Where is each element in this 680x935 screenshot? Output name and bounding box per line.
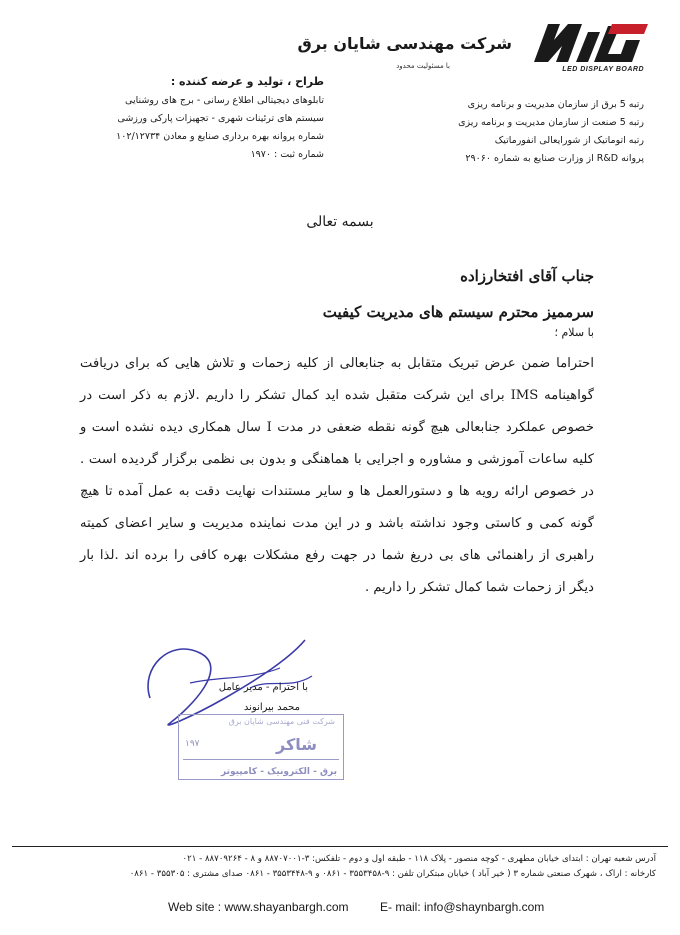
stamp-name: شاکر <box>276 735 317 754</box>
products-item: شماره پروانه بهره برداری صنایع و معادن ۱۰۲/۱۲۷۳۴ <box>116 131 324 142</box>
logo-text: LED DISPLAY BOARD <box>562 66 644 73</box>
recipient-block <box>323 258 594 330</box>
signature-title: با احترام - مدیر عامل <box>218 682 308 693</box>
email-link[interactable]: E- mail: info@shaynbargh.com <box>380 900 545 914</box>
stamp-top-text: شرکت فنی مهندسی شایان برق <box>228 717 335 726</box>
website-link[interactable]: Web site : www.shayanbargh.com <box>168 900 349 914</box>
company-subtitle: با مسئولیت محدود <box>396 62 450 70</box>
certification-item: رتبه اتوماتیک از شورایعالی انفورماتیک <box>494 135 644 146</box>
footer-address <box>16 852 656 882</box>
products-item: تابلوهای دیجیتالی اطلاع رسانی - برج های روشنایی <box>125 95 324 106</box>
recipient-title: سرممیز محترم سیستم های مدیریت کیفیت <box>322 303 594 321</box>
factory-address: کارخانه : اراک ، شهرک صنعتی شماره ۳ ( خیر آباد ) خیابان مبتکران تلفن : ۹-۳۵۵۳۴۵۸ - ۰۸۶۱ و ۹-۳۵۵۳۴۴۸ - ۰۸۶۱ صدای مشتری : ۳۵۵۳۰۵ - ۰۸۶۱ <box>129 869 656 879</box>
certification-item: رتبه 5 برق از سازمان مدیریت و برنامه ریزی <box>467 99 644 110</box>
tehran-address: آدرس شعبه تهران : ابتدای خیابان مطهری - کوچه منصور - پلاک ۱۱۸ - طبقه اول و دوم - تلفکس: ۳-۸۸۷۰۷۰۰۱ و ۸ - ۸۸۷۰۹۲۶۴ - ۰۲۱ <box>182 854 656 864</box>
footer-divider <box>12 846 668 847</box>
letter-body: احتراما ضمن عرض تبریک متقابل به جنابعالی از کلیه زحمات و تلاش هایی که برای دریافت گواهینامه IMS برای این شرکت متقبل شده اید کمال تشکر را داریم .لازم به ذکر است در خصوص عملکرد جنابعالی هیچ گونه نقطه ضعفی در مدت I سال همکاری دیده نشده است و کلیه ساعات آموزشی و مشاوره و اجرایی با هماهنگی و بدون بی نظمی برگزار گردیده است . در خصوص ارائه رویه ها و دستورالعمل ها و سایر مستندات نهایت دقت به عمل آمده تا هیچ گونه کمی و کاستی وجود نداشته باشد و در این مدت نماینده مدیریت و سایر اعضای کمیته راهبری از راهنمائی های بی دریغ شما در جهت رفع مشکلات بهره کافی را برده اند .لذا بار دیگر از زحمات شما کمال تشکر را داریم . <box>80 356 594 595</box>
products-info <box>34 72 324 164</box>
stamp-divider <box>183 759 339 760</box>
stamp-number: ۱۹۷ <box>185 739 200 749</box>
products-item: سیستم های ترئینات شهری - تجهیزات پارکی ورزشی <box>117 113 324 124</box>
products-item: شماره ثبت : ۱۹۷۰ <box>250 149 324 160</box>
certification-item: پروانه R&D از وزارت صنایع به شماره ۲۹۰۶۰ <box>465 153 644 164</box>
signatory-name: محمد بیرانوند <box>243 702 300 713</box>
products-heading: طراح ، تولید و عرضه کننده : <box>170 75 324 88</box>
company-stamp <box>178 714 344 780</box>
certification-item: رتبه 5 صنعت از سازمان مدیریت و برنامه ریزی <box>458 117 644 128</box>
salutation: بسمه تعالی <box>306 214 374 230</box>
stamp-bottom-text: برق - الکترونیک - کامپیوتر <box>220 767 337 777</box>
certifications-list <box>458 96 644 168</box>
recipient-name: جناب آقای افتخارزاده <box>460 267 594 285</box>
greeting: با سلام ؛ <box>554 326 594 339</box>
company-name: شرکت مهندسی شایان برق <box>297 34 512 53</box>
